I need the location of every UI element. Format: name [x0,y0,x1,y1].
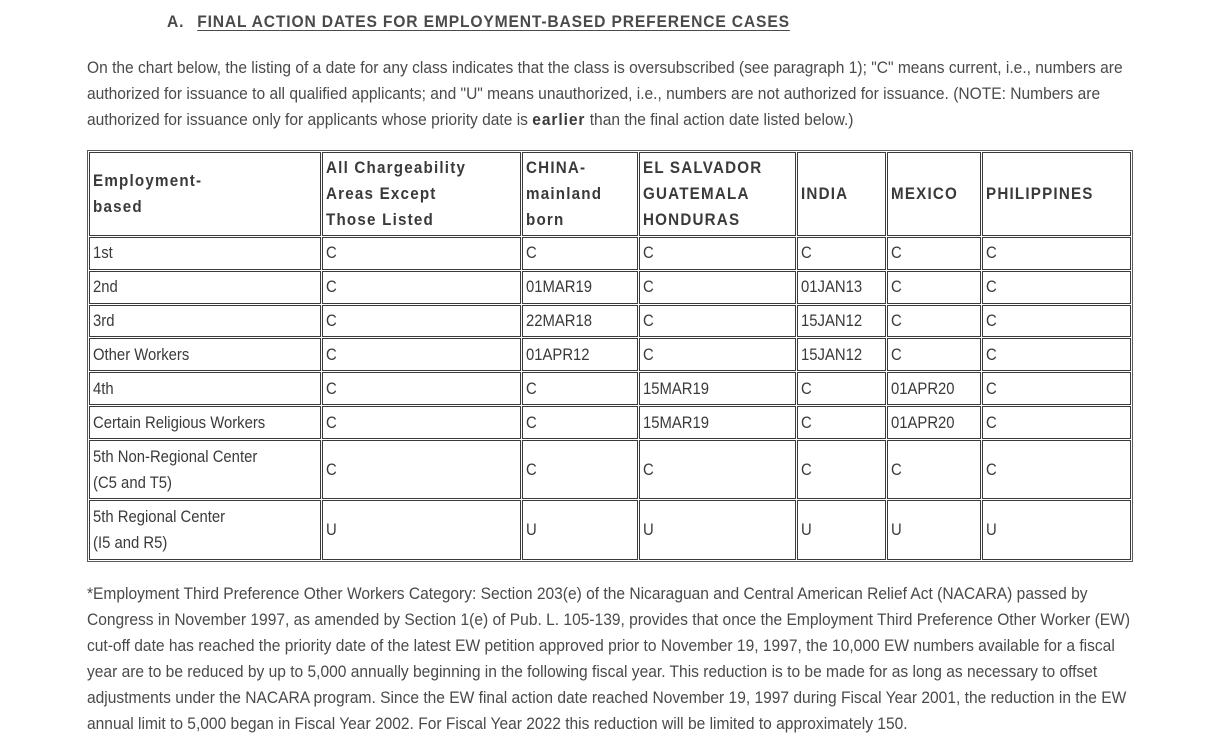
column-header [639,152,796,236]
date-cell [322,440,521,500]
date-value: C [326,244,337,263]
column-header [322,152,521,236]
date-cell [639,305,796,338]
date-value: C [986,312,997,331]
date-value: C [643,312,654,331]
date-value: C [643,244,654,263]
section-title: FINAL ACTION DATES FOR EMPLOYMENT-BASED PREFERENCE CASES [197,12,790,31]
date-value: C [891,278,902,297]
date-value: 01JAN13 [801,278,863,297]
date-cell [797,440,886,500]
date-cell [322,406,521,439]
date-cell [522,271,638,304]
date-value: 22MAR18 [526,312,593,331]
column-header-text [526,155,602,233]
category-line: 2nd [93,278,118,297]
date-cell [522,440,638,500]
category-line: 3rd [93,312,115,331]
date-value: U [326,521,337,540]
date-value: C [891,312,902,331]
category-cell [89,440,321,500]
date-value: C [643,460,654,479]
category-text [93,342,189,368]
column-header-line: based [93,198,143,216]
column-header-line: born [526,211,565,229]
column-header-line: EL SALVADOR [643,159,763,177]
category-line: 5th Non-Regional Center [93,447,258,466]
date-value: C [526,244,537,263]
date-cell [887,338,981,371]
date-cell [982,305,1131,338]
column-header-line: All Chargeability [326,159,467,177]
column-header-text [93,168,202,220]
date-value: 15JAN12 [801,345,863,364]
category-cell [89,237,321,270]
date-cell [322,305,521,338]
column-header-line: MEXICO [891,185,959,203]
column-header-text [986,181,1094,207]
column-header-text [326,155,466,233]
column-header [797,152,886,236]
category-text [93,274,118,300]
date-value: C [326,345,337,364]
category-cell [89,338,321,371]
column-header [982,152,1131,236]
date-cell [982,440,1131,500]
category-line: Other Workers [93,345,190,364]
date-cell [639,500,796,560]
date-value: C [326,413,337,432]
date-cell [982,338,1131,371]
category-text [93,376,114,402]
column-header [89,152,321,236]
table-row [89,500,1131,560]
date-value: 01APR20 [891,379,955,398]
final-action-dates-table [87,150,1133,562]
date-cell [797,271,886,304]
category-line: 5th Regional Center [93,508,226,527]
table-row [89,338,1131,371]
date-value: C [986,345,997,364]
date-cell [322,237,521,270]
date-cell [982,372,1131,405]
date-value: C [801,460,812,479]
date-value: 15MAR19 [643,379,710,398]
category-line: 4th [93,379,114,398]
column-header-line: INDIA [801,185,849,203]
category-line: (I5 and R5) [93,534,168,553]
category-text [93,444,257,496]
date-value: C [801,413,812,432]
date-value: 01MAR19 [526,278,593,297]
date-value: U [986,521,997,540]
date-cell [887,500,981,560]
date-value: C [643,345,654,364]
date-value: C [643,278,654,297]
date-value: U [643,521,654,540]
date-cell [887,305,981,338]
section-heading [167,12,790,32]
category-text [93,240,113,266]
column-header-line: Those Listed [326,211,434,229]
date-cell [639,237,796,270]
date-cell [887,237,981,270]
date-value: C [526,413,537,432]
date-value: 01APR20 [891,413,955,432]
date-value: 01APR12 [526,345,590,364]
date-cell [982,271,1131,304]
column-header-line: CHINA- [526,159,587,177]
date-cell [639,271,796,304]
date-value: C [526,460,537,479]
date-cell [982,500,1131,560]
category-cell [89,406,321,439]
date-cell [522,338,638,371]
section-letter: A. [167,12,185,31]
date-cell [322,271,521,304]
date-value: C [526,379,537,398]
date-cell [887,372,981,405]
date-value: 15JAN12 [801,312,863,331]
date-cell [522,406,638,439]
date-cell [797,372,886,405]
date-cell [522,305,638,338]
date-cell [639,406,796,439]
date-value: C [326,379,337,398]
category-cell [89,271,321,304]
category-line: (C5 and T5) [93,473,172,492]
intro-paragraph [87,55,1128,133]
date-value: 15MAR19 [643,413,710,432]
column-header-text [891,181,958,207]
date-cell [522,500,638,560]
date-cell [639,440,796,500]
category-text [93,504,225,556]
intro-bold-earlier: earlier [532,110,586,129]
column-header-text [801,181,848,207]
column-header [522,152,638,236]
date-cell [797,305,886,338]
date-value: C [326,278,337,297]
category-line: 1st [93,244,113,263]
footnote: *Employment Third Preference Other Workers Category: Section 203(e) of the Nicaraguan and Central American Relief Act (NACARA) passed by Congress in November 1997, as amended by Section 1(e) of Pub. L. 105-139, provides that once the Employment Third Preference Other Worker (EW) cut-off date has reached the priority date of the latest EW petition approved prior to November 19, 1997, the 10,000 EW numbers available for a fiscal year are to be reduced by up to 5,000 annually beginning in the following fiscal year. This reduction is to be made for as long as necessary to offset adjustments under the NACARA program. Since the EW final action date reached November 19, 1997 during Fiscal Year 2001, the reduction in the EW annual limit to 5,000 began in Fiscal Year 2002. For Fiscal Year 2022 this reduction will be limited to approximately 150. [87,584,1130,733]
date-cell [887,440,981,500]
column-header-text [643,155,762,233]
category-line: Certain Religious Workers [93,413,266,432]
date-cell [322,338,521,371]
date-value: C [986,460,997,479]
date-value: U [891,521,902,540]
date-cell [797,237,886,270]
date-value: C [326,312,337,331]
date-value: C [986,278,997,297]
column-header-line: GUATEMALA [643,185,750,203]
date-cell [322,372,521,405]
date-value: C [986,413,997,432]
date-cell [522,372,638,405]
column-header-line: mainland [526,185,603,203]
intro-text: On the chart below, the listing of a date for any class indicates that the class is oversubscribed (see paragraph 1); "C" means current, i.e., numbers are authorized for issuance to all qualified applicants; and "U" means unauthorized, i.e., numbers are not authorized for issuance. (NOTE: Numbers are authorized for issuance only for applicants whose priority date is [87,58,1123,129]
date-cell [522,237,638,270]
date-cell [887,406,981,439]
intro-text-end: than the final action date listed below.) [585,110,854,129]
date-value: C [801,244,812,263]
category-cell [89,372,321,405]
date-cell [797,406,886,439]
table-row [89,372,1131,405]
date-value: U [526,521,537,540]
date-value: C [326,460,337,479]
column-header-line: Areas Except [326,185,437,203]
date-value: C [891,460,902,479]
date-value: C [986,379,997,398]
date-cell [887,271,981,304]
table-header-row [89,152,1131,236]
category-cell [89,500,321,560]
column-header [887,152,981,236]
date-value: C [986,244,997,263]
date-cell [639,338,796,371]
date-cell [797,500,886,560]
date-value: C [891,244,902,263]
date-value: U [801,521,812,540]
date-cell [639,372,796,405]
table-row [89,406,1131,439]
date-value: C [801,379,812,398]
table-row [89,237,1131,270]
column-header-line: HONDURAS [643,211,741,229]
category-text [93,308,114,334]
date-cell [797,338,886,371]
column-header-line: PHILIPPINES [986,185,1094,203]
date-cell [982,237,1131,270]
table-row [89,440,1131,500]
category-text [93,410,265,436]
table-body [89,237,1131,560]
table-row [89,271,1131,304]
date-cell [322,500,521,560]
date-value: C [891,345,902,364]
date-cell [982,406,1131,439]
category-cell [89,305,321,338]
column-header-line: Employment- [93,172,203,190]
table-row [89,305,1131,338]
